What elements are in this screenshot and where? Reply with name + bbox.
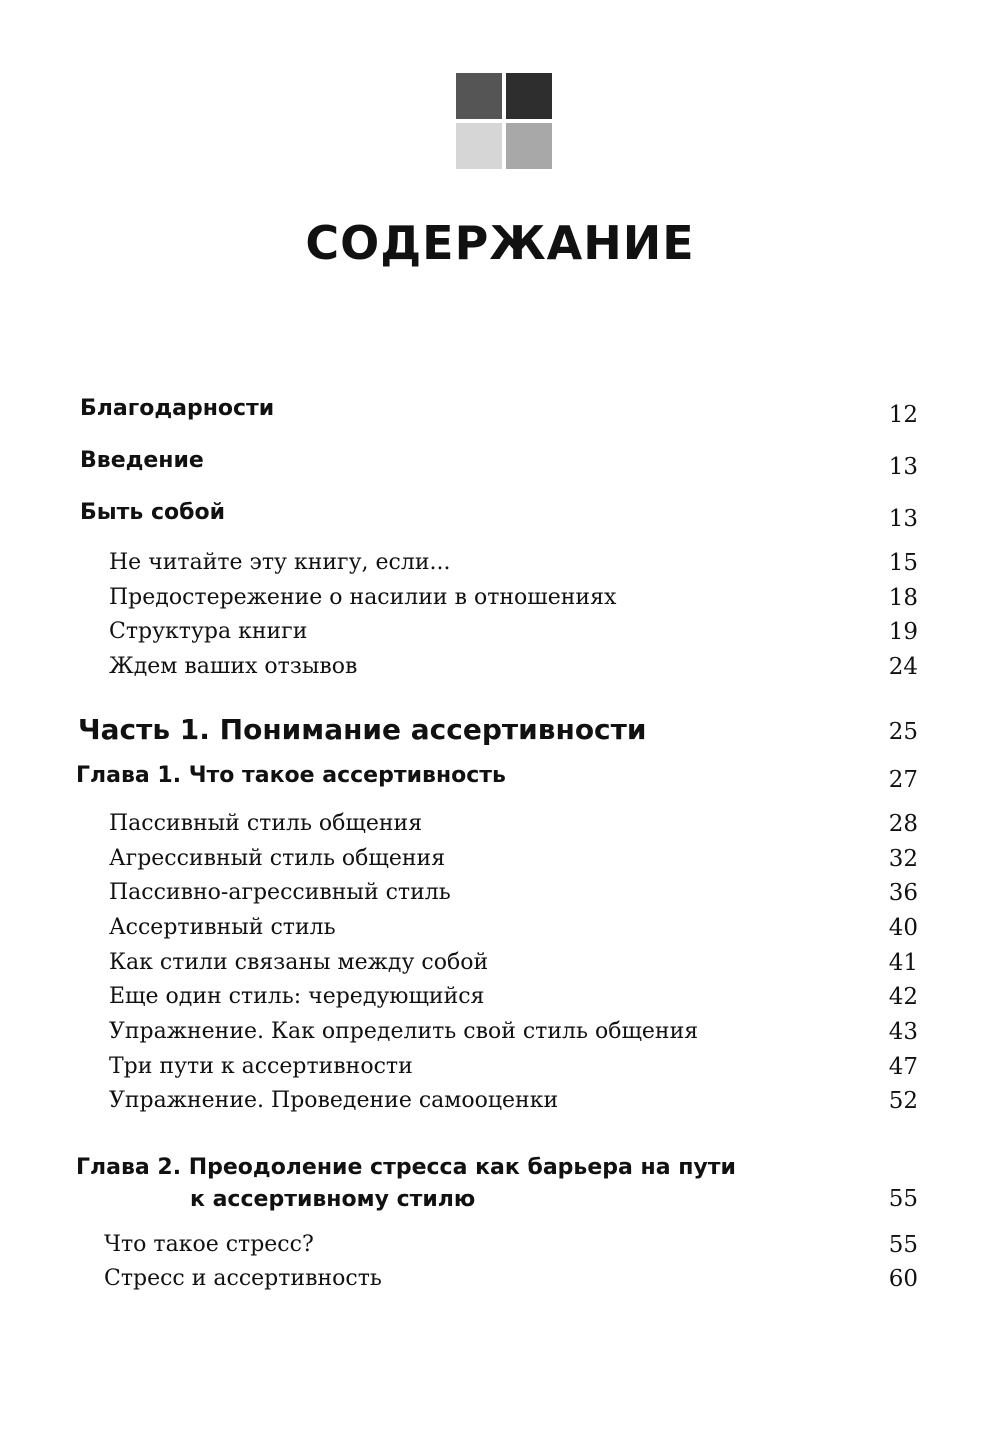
toc-entry-page: 13 xyxy=(888,506,918,532)
toc-entry-page: 18 xyxy=(888,585,918,611)
publisher-logo-icon xyxy=(456,73,552,169)
toc-subentry[interactable] xyxy=(0,1019,1000,1059)
toc-subentry[interactable] xyxy=(0,619,1000,659)
toc-entry-label: Что такое стресс? xyxy=(104,1232,314,1257)
toc-subentry[interactable] xyxy=(0,811,1000,851)
toc-chapter-2[interactable] xyxy=(0,1152,1000,1224)
toc-entry-page: 12 xyxy=(888,402,918,428)
toc-chapter-1[interactable] xyxy=(0,763,1000,803)
toc-chapter-page: 55 xyxy=(888,1186,918,1212)
toc-entry-page: 19 xyxy=(888,619,918,645)
logo-square-top-right xyxy=(506,73,552,119)
toc-subentry[interactable] xyxy=(0,1088,1000,1128)
toc-entry-label: Стресс и ассертивность xyxy=(104,1266,382,1291)
toc-entry-be-yourself[interactable] xyxy=(0,500,1000,540)
toc-subentry[interactable] xyxy=(0,550,1000,590)
toc-entry-label: Три пути к ассертивности xyxy=(109,1054,413,1079)
toc-subentry[interactable] xyxy=(0,1266,1000,1306)
toc-entry-page: 13 xyxy=(888,454,918,480)
toc-entry-page: 41 xyxy=(888,950,918,976)
toc-entry-label: Предостережение о насилии в отношениях xyxy=(109,585,617,610)
toc-entry-label: Ассертивный стиль xyxy=(109,915,336,940)
toc-entry-label: Упражнение. Проведение самооценки xyxy=(109,1088,559,1113)
toc-chapter-page: 27 xyxy=(888,767,918,793)
toc-chapter-label xyxy=(76,1152,776,1216)
toc-chapter-label-line-2: к ассертивному стилю xyxy=(190,1187,476,1212)
toc-entry-label: Упражнение. Как определить свой стиль общения xyxy=(109,1019,699,1044)
toc-subentry[interactable] xyxy=(0,915,1000,955)
toc-entry-label: Ждем ваших отзывов xyxy=(109,654,358,679)
toc-chapter-label-line-1: Глава 2. Преодоление стресса как барьера на пути xyxy=(76,1155,736,1180)
toc-entry-page: 42 xyxy=(888,984,918,1010)
logo-square-bottom-right xyxy=(506,123,552,169)
toc-entry-label: Агрессивный стиль общения xyxy=(109,846,446,871)
toc-entry-label: Благодарности xyxy=(80,396,275,421)
toc-chapter-label: Глава 1. Что такое ассертивность xyxy=(76,763,506,788)
toc-entry-page: 52 xyxy=(888,1088,918,1114)
toc-entry-page: 47 xyxy=(888,1054,918,1080)
toc-entry-acknowledgements[interactable] xyxy=(0,396,1000,436)
toc-entry-page: 32 xyxy=(888,846,918,872)
toc-entry-label: Быть собой xyxy=(80,500,226,525)
toc-entry-page: 28 xyxy=(888,811,918,837)
toc-entry-page: 55 xyxy=(888,1232,918,1258)
toc-subentry[interactable] xyxy=(0,880,1000,920)
toc-entry-page: 15 xyxy=(888,550,918,576)
toc-part-1[interactable] xyxy=(0,713,1000,753)
toc-entry-label: Пассивно-агрессивный стиль xyxy=(109,880,451,905)
toc-entry-label: Не читайте эту книгу, если... xyxy=(109,550,451,575)
toc-subentry[interactable] xyxy=(0,654,1000,694)
toc-part-page: 25 xyxy=(888,719,918,745)
toc-entry-label: Введение xyxy=(80,448,204,473)
toc-entry-page: 40 xyxy=(888,915,918,941)
toc-subentry[interactable] xyxy=(0,984,1000,1024)
toc-entry-label: Еще один стиль: чередующийся xyxy=(109,984,485,1009)
toc-entry-page: 43 xyxy=(888,1019,918,1045)
toc-part-label: Часть 1. Понимание ассертивности xyxy=(78,713,647,746)
toc-entry-page: 36 xyxy=(888,880,918,906)
toc-entry-label: Как стили связаны между собой xyxy=(109,950,489,975)
logo-square-bottom-left xyxy=(456,123,502,169)
toc-entry-label: Структура книги xyxy=(109,619,308,644)
toc-entry-introduction[interactable] xyxy=(0,448,1000,488)
toc-entry-page: 60 xyxy=(888,1266,918,1292)
page-title: СОДЕРЖАНИЕ xyxy=(305,216,695,270)
logo-square-top-left xyxy=(456,73,502,119)
toc-entry-page: 24 xyxy=(888,654,918,680)
toc-entry-label: Пассивный стиль общения xyxy=(109,811,423,836)
